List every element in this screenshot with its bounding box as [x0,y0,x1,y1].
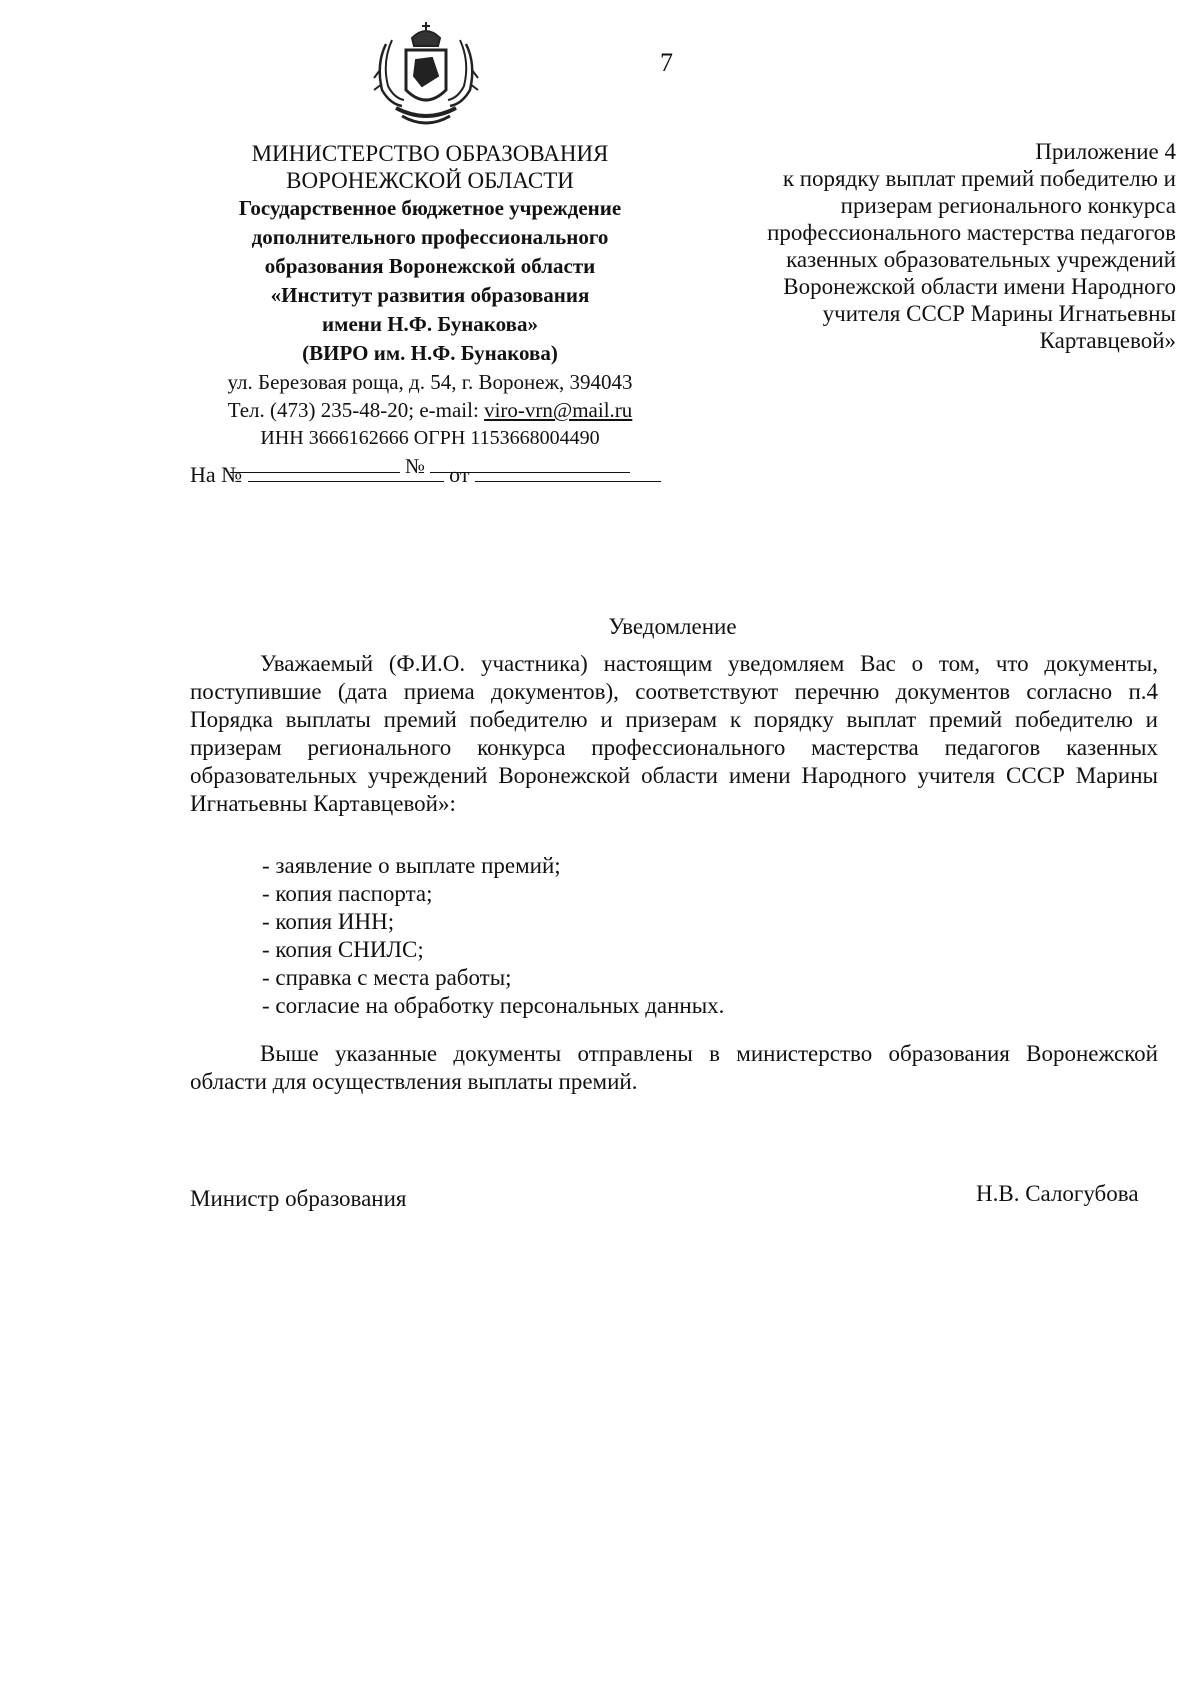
annex-line: учителя СССР Марины Игнатьевны [822,301,1176,326]
list-item: - справка с места работы; [262,965,512,990]
ministry-name-line2: ВОРОНЕЖСКОЙ ОБЛАСТИ [286,168,574,193]
coat-of-arms-emblem [372,20,480,132]
reply-from: от [449,462,470,487]
signatory-position: Министр образования [190,1186,407,1211]
documents-list [262,852,724,1020]
phone: Тел. (473) 235-48-20; e-mail: [227,398,485,422]
annex-line: казенных образовательных учреждений [786,247,1176,272]
tax-ids: ИНН 3666162666 ОГРН 1153668004490 [260,427,600,449]
institution-line: имени Н.Ф. Бунакова» [322,312,538,336]
number-sign: № [404,454,426,478]
notice-title: Уведомление [608,614,737,639]
institution-line: Государственное бюджетное учреждение [238,196,622,220]
notice-paragraph [190,650,1158,818]
list-item: - заявление о выплате премий; [262,853,561,878]
institution-line: дополнительного профессионального [251,225,609,249]
annex-line: Воронежской области имени Народного [783,274,1176,299]
list-item: - копия паспорта; [262,881,433,906]
institution-line: (ВИРО им. Н.Ф. Бунакова) [302,341,558,365]
contacts [180,396,680,424]
annex-line: призерам регионального конкурса [840,193,1176,218]
closing-paragraph-text: Выше указанные документы отправлены в министерство образования Воронежской области для осуществления выплаты премий. [190,1041,1158,1094]
annex-line: профессионального мастерства педагогов [767,220,1176,245]
ministry-name-line1: МИНИСТЕРСТВО ОБРАЗОВАНИЯ [251,141,609,166]
list-item: - копия ИНН; [262,909,395,934]
list-item: - согласие на обработку персональных данных. [262,993,725,1018]
annex-line: Приложение 4 [1035,139,1176,164]
reply-date-blank [475,463,661,482]
reply-number-blank [248,463,444,482]
reply-reference-line [190,462,661,488]
list-item: - копия СНИЛС; [262,937,424,962]
signatory-name: Н.В. Салогубова [976,1181,1139,1206]
annex-line: к порядку выплат премий победителю и [782,166,1176,191]
closing-paragraph [190,1040,1158,1096]
letterhead-block [180,140,680,480]
reply-prefix: На № [190,462,243,487]
address: ул. Березовая роща, д. 54, г. Воронеж, 394043 [227,370,633,394]
notice-paragraph-text: Уважаемый (Ф.И.О. участника) настоящим уведомляем Вас о том, что документы, поступившие (дата приема документов), соответствуют перечню документов согласно п.4 Порядка выплаты премий победителю и призерам к порядку выплат премий победителю и призерам регионального конкурса профессионального мастерства педагогов казенных образовательных учреждений Воронежской области имени Народного учителя СССР Марины Игнатьевны Картавцевой»: [190,651,1158,816]
institution-line: «Институт развития образования [270,283,590,307]
annex-reference [700,138,1176,354]
email-link[interactable]: viro-vrn@mail.ru [484,398,633,422]
annex-line: Картавцевой» [1039,328,1176,353]
page-number: 7 [660,48,673,77]
institution-line: образования Воронежской области [264,254,596,278]
